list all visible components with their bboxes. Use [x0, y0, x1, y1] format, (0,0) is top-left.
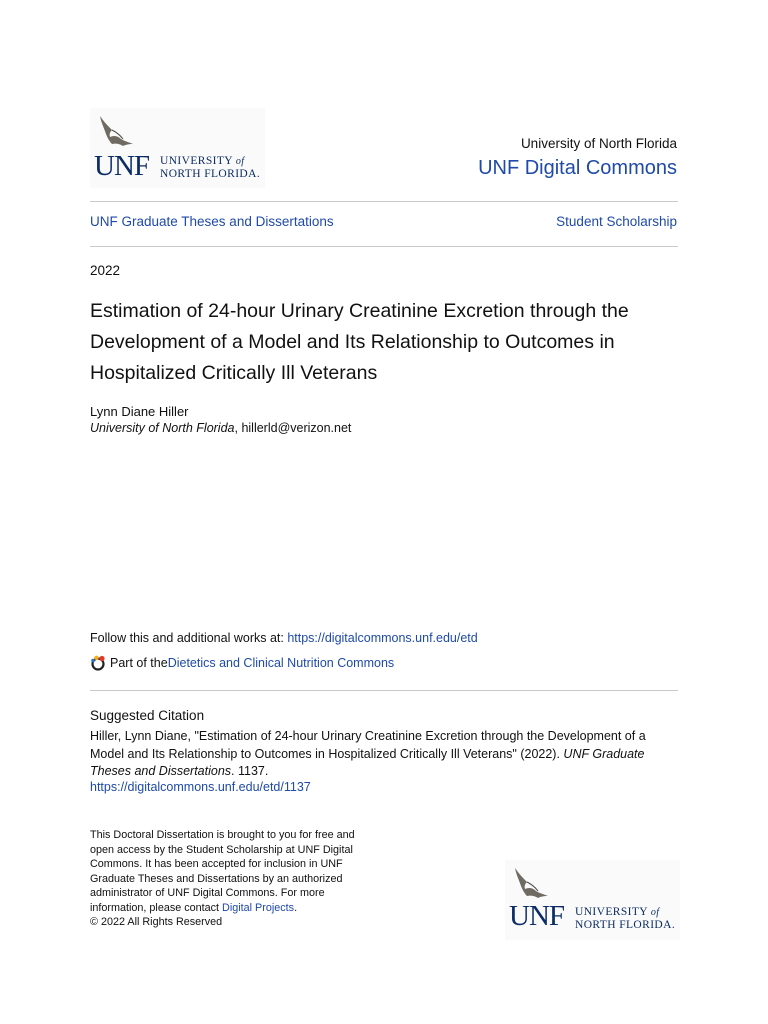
- affiliation-institution: University of North Florida: [90, 421, 235, 435]
- commons-link[interactable]: Dietetics and Clinical Nutrition Commons: [167, 656, 395, 670]
- author-email: , hillerld@verizon.net: [234, 421, 352, 435]
- citation-body: Hiller, Lynn Diane, "Estimation of 24-hour Urinary Creatinine Excretion through the Development of a Model and Its Relationship to Outcomes in Hospitalized Critically Ill Veterans" (2022).: [90, 729, 646, 761]
- logo-of: of: [235, 156, 245, 167]
- part-of-label: Part of the: [110, 656, 168, 670]
- citation-link[interactable]: https://digitalcommons.unf.edu/etd/1137: [90, 780, 311, 794]
- notice-period: .: [294, 901, 298, 914]
- divider: [90, 690, 678, 691]
- unf-logo: [90, 108, 265, 188]
- follow-label: Follow this and additional works at:: [90, 631, 288, 645]
- logo-line-1: UNIVERSITY: [575, 906, 648, 918]
- citation-text: [90, 728, 680, 781]
- network-icon: [90, 655, 106, 671]
- publication-year: 2022: [90, 263, 121, 278]
- follow-line: [90, 631, 478, 645]
- citation-number: . 1137.: [231, 764, 269, 778]
- repository-link[interactable]: UNF Digital Commons: [478, 157, 677, 179]
- collection-link[interactable]: Student Scholarship: [556, 214, 677, 229]
- part-of-line: [90, 655, 394, 671]
- logo-wordmark: UNF: [94, 150, 150, 182]
- follow-link[interactable]: https://digitalcommons.unf.edu/etd: [287, 631, 478, 645]
- contact-link[interactable]: Digital Projects: [222, 901, 295, 914]
- divider: [90, 201, 678, 202]
- series-link[interactable]: UNF Graduate Theses and Dissertations: [90, 214, 334, 229]
- author-affiliation: [90, 421, 351, 435]
- divider: [90, 246, 678, 247]
- logo-university-name: [575, 906, 675, 931]
- notice-text: This Doctoral Dissertation is brought to you for free and open access by the Student Scholarship at UNF Digital Commons. It has been accepted for inclusion in UNF Graduate Theses and Dissertations by an authorized administrator of UNF Digital Commons. For more information, please contact: [90, 829, 355, 914]
- author-name: Lynn Diane Hiller: [90, 404, 189, 419]
- logo-line-1: UNIVERSITY: [160, 155, 233, 167]
- institution-name: University of North Florida: [520, 136, 677, 151]
- unf-logo-footer: [505, 860, 680, 940]
- access-notice: [90, 828, 375, 930]
- logo-line-2: NORTH FLORIDA.: [575, 919, 676, 931]
- logo-line-2: NORTH FLORIDA.: [160, 168, 261, 180]
- document-title: Estimation of 24-hour Urinary Creatinine Excretion through the Development of a Model and Its Relationship to Outcomes in Hospitalized Critically Ill Veterans: [90, 300, 629, 384]
- citation-journal: UNF Graduate Theses and Dissertations: [90, 746, 645, 778]
- copyright: © 2022 All Rights Reserved: [90, 916, 223, 928]
- logo-wordmark: UNF: [509, 900, 565, 932]
- logo-of: of: [650, 907, 660, 918]
- citation-heading: Suggested Citation: [90, 708, 205, 723]
- logo-university-name: [160, 155, 260, 180]
